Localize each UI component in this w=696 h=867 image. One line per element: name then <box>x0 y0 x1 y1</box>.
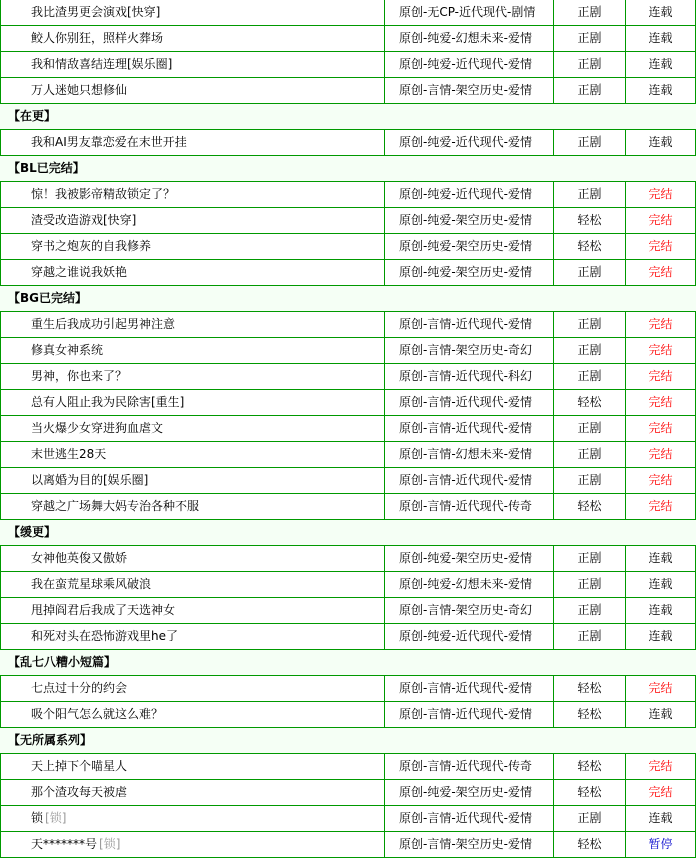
book-title-link[interactable]: 天*******号 <box>31 837 98 851</box>
section-header <box>0 520 696 546</box>
book-status: 完结 <box>625 234 696 259</box>
book-title-cell <box>0 598 384 623</box>
book-title-cell <box>0 416 384 441</box>
book-row <box>0 78 696 104</box>
book-title-link[interactable]: 穿越之谁说我妖艳 <box>31 265 128 279</box>
book-style: 正剧 <box>553 546 625 571</box>
book-title-link[interactable]: 男神，你也来了？ <box>31 369 128 383</box>
book-genre: 原创-言情-幻想未来-爱情 <box>384 442 553 467</box>
book-genre: 原创-言情-架空历史-奇幻 <box>384 598 553 623</box>
book-style: 正剧 <box>553 806 625 831</box>
book-genre: 原创-言情-近代现代-科幻 <box>384 364 553 389</box>
book-row <box>0 676 696 702</box>
section-label: 【在更】 <box>8 109 57 123</box>
book-row <box>0 364 696 390</box>
book-style: 正剧 <box>553 26 625 51</box>
book-status: 连载 <box>625 0 696 25</box>
section-header <box>0 728 696 754</box>
book-genre: 原创-纯爱-架空历史-爱情 <box>384 208 553 233</box>
section-header <box>0 156 696 182</box>
book-title-link[interactable]: 我比渣男更会演戏[快穿] <box>31 5 161 19</box>
book-row <box>0 780 696 806</box>
book-title-cell <box>0 234 384 259</box>
book-title-cell <box>0 806 384 831</box>
book-genre: 原创-言情-近代现代-爱情 <box>384 390 553 415</box>
book-title-link[interactable]: 穿越之广场舞大妈专治各种不服 <box>31 499 200 513</box>
book-style: 正剧 <box>553 52 625 77</box>
book-status: 连载 <box>625 572 696 597</box>
book-title-cell <box>0 572 384 597</box>
book-row <box>0 832 696 858</box>
book-style: 正剧 <box>553 78 625 103</box>
book-title-link[interactable]: 末世逃生28天 <box>31 447 107 461</box>
book-status: 完结 <box>625 442 696 467</box>
book-status: 完结 <box>625 754 696 779</box>
book-title-link[interactable]: 锁 <box>31 811 44 825</box>
book-status: 完结 <box>625 312 696 337</box>
book-title-cell <box>0 468 384 493</box>
book-style: 正剧 <box>553 338 625 363</box>
book-title-link[interactable]: 我和情敌喜结连理[娱乐圈] <box>31 57 173 71</box>
section-label: 【BL已完结】 <box>8 161 85 175</box>
book-row <box>0 702 696 728</box>
book-status: 完结 <box>625 416 696 441</box>
book-status: 完结 <box>625 780 696 805</box>
section-label: 【BG已完结】 <box>8 291 87 305</box>
book-title-cell <box>0 208 384 233</box>
book-title-link[interactable]: 当火爆少女穿进狗血虐文 <box>31 421 164 435</box>
book-row <box>0 0 696 26</box>
book-row <box>0 182 696 208</box>
book-status: 连载 <box>625 130 696 155</box>
book-title-cell <box>0 754 384 779</box>
book-status: 连载 <box>625 702 696 727</box>
book-style: 轻松 <box>553 832 625 857</box>
section-label: 【缓更】 <box>8 525 57 539</box>
book-title-link[interactable]: 重生后我成功引起男神注意 <box>31 317 176 331</box>
book-style: 正剧 <box>553 572 625 597</box>
book-title-link[interactable]: 鲛人你别狂，照样火葬场 <box>31 31 164 45</box>
book-title-link[interactable]: 那个渣攻每天被虐 <box>31 785 128 799</box>
book-title-link[interactable]: 我和AI男友靠恋爱在末世开挂 <box>31 135 187 149</box>
book-title-cell <box>0 676 384 701</box>
book-genre: 原创-纯爱-幻想未来-爱情 <box>384 26 553 51</box>
book-row <box>0 312 696 338</box>
book-title-cell <box>0 364 384 389</box>
book-style: 正剧 <box>553 182 625 207</box>
book-style: 正剧 <box>553 0 625 25</box>
lock-tag: [锁] <box>45 811 67 825</box>
book-title-cell <box>0 338 384 363</box>
book-status: 连载 <box>625 52 696 77</box>
book-row <box>0 208 696 234</box>
book-style: 正剧 <box>553 260 625 285</box>
book-row <box>0 624 696 650</box>
book-title-cell <box>0 780 384 805</box>
book-row <box>0 442 696 468</box>
book-title-link[interactable]: 以离婚为目的[娱乐圈] <box>31 473 149 487</box>
book-status: 完结 <box>625 338 696 363</box>
book-style: 正剧 <box>553 130 625 155</box>
book-title-link[interactable]: 七点过十分的约会 <box>31 681 128 695</box>
book-title-cell <box>0 0 384 25</box>
book-title-link[interactable]: 修真女神系统 <box>31 343 104 357</box>
book-genre: 原创-纯爱-近代现代-爱情 <box>384 130 553 155</box>
book-row <box>0 234 696 260</box>
book-title-cell <box>0 312 384 337</box>
book-title-link[interactable]: 惊！我被影帝精敌锁定了？ <box>31 187 176 201</box>
book-style: 轻松 <box>553 208 625 233</box>
book-row <box>0 468 696 494</box>
book-title-link[interactable]: 女神他英俊又傲娇 <box>31 551 128 565</box>
book-genre: 原创-言情-近代现代-传奇 <box>384 754 553 779</box>
book-status: 暂停 <box>625 832 696 857</box>
book-style: 正剧 <box>553 364 625 389</box>
book-genre: 原创-纯爱-近代现代-爱情 <box>384 182 553 207</box>
book-row <box>0 806 696 832</box>
book-style: 轻松 <box>553 390 625 415</box>
book-style: 轻松 <box>553 494 625 519</box>
book-status: 完结 <box>625 208 696 233</box>
book-genre: 原创-纯爱-架空历史-爱情 <box>384 234 553 259</box>
book-title-link[interactable]: 总有人阻止我为民除害[重生] <box>31 395 185 409</box>
book-genre: 原创-无CP-近代现代-剧情 <box>384 0 553 25</box>
book-title-cell <box>0 390 384 415</box>
book-genre: 原创-纯爱-架空历史-爱情 <box>384 780 553 805</box>
book-status: 完结 <box>625 468 696 493</box>
book-title-link[interactable]: 甩掉阎君后我成了天选神女 <box>31 603 176 617</box>
book-status: 完结 <box>625 494 696 519</box>
book-genre: 原创-言情-近代现代-爱情 <box>384 416 553 441</box>
book-status: 连载 <box>625 78 696 103</box>
book-genre: 原创-言情-架空历史-爱情 <box>384 78 553 103</box>
book-genre: 原创-言情-架空历史-爱情 <box>384 832 553 857</box>
section-header <box>0 286 696 312</box>
section-label: 【无所属系列】 <box>8 733 93 747</box>
book-title-cell <box>0 832 384 857</box>
book-genre: 原创-言情-近代现代-爱情 <box>384 312 553 337</box>
book-row <box>0 26 696 52</box>
book-style: 轻松 <box>553 702 625 727</box>
book-title-link[interactable]: 天上掉下个喵星人 <box>31 759 128 773</box>
book-row <box>0 52 696 78</box>
book-status: 完结 <box>625 260 696 285</box>
book-style: 正剧 <box>553 468 625 493</box>
book-status: 连载 <box>625 624 696 649</box>
book-status: 完结 <box>625 364 696 389</box>
book-genre: 原创-言情-近代现代-传奇 <box>384 494 553 519</box>
book-row <box>0 338 696 364</box>
book-title-link[interactable]: 穿书之炮灰的自我修养 <box>31 239 152 253</box>
book-genre: 原创-言情-近代现代-爱情 <box>384 702 553 727</box>
book-style: 轻松 <box>553 754 625 779</box>
book-style: 轻松 <box>553 234 625 259</box>
book-genre: 原创-纯爱-架空历史-爱情 <box>384 546 553 571</box>
book-status: 完结 <box>625 182 696 207</box>
book-title-cell <box>0 52 384 77</box>
section-header <box>0 650 696 676</box>
book-style: 正剧 <box>553 598 625 623</box>
book-title-link[interactable]: 吸个阳气怎么就这么难？ <box>31 707 164 721</box>
book-row <box>0 572 696 598</box>
book-title-cell <box>0 624 384 649</box>
book-style: 正剧 <box>553 312 625 337</box>
book-title-cell <box>0 260 384 285</box>
book-style: 正剧 <box>553 442 625 467</box>
book-title-link[interactable]: 我在蛮荒星球乘风破浪 <box>31 577 152 591</box>
book-row <box>0 130 696 156</box>
book-title-link[interactable]: 渣受改造游戏[快穿] <box>31 213 137 227</box>
section-label: 【乱七八糟小短篇】 <box>8 655 117 669</box>
book-status: 连载 <box>625 546 696 571</box>
book-row <box>0 260 696 286</box>
book-status: 完结 <box>625 676 696 701</box>
book-genre: 原创-言情-近代现代-爱情 <box>384 468 553 493</box>
book-status: 连载 <box>625 26 696 51</box>
book-row <box>0 390 696 416</box>
book-style: 轻松 <box>553 676 625 701</box>
book-genre: 原创-言情-近代现代-爱情 <box>384 676 553 701</box>
book-style: 正剧 <box>553 416 625 441</box>
book-row <box>0 598 696 624</box>
book-title-cell <box>0 546 384 571</box>
book-genre: 原创-纯爱-近代现代-爱情 <box>384 52 553 77</box>
book-title-link[interactable]: 万人迷她只想修仙 <box>31 83 128 97</box>
book-genre: 原创-纯爱-近代现代-爱情 <box>384 624 553 649</box>
book-title-cell <box>0 494 384 519</box>
book-title-cell <box>0 130 384 155</box>
book-genre: 原创-言情-近代现代-爱情 <box>384 806 553 831</box>
book-status: 连载 <box>625 598 696 623</box>
section-header <box>0 104 696 130</box>
book-style: 轻松 <box>553 780 625 805</box>
book-row <box>0 546 696 572</box>
book-genre: 原创-纯爱-幻想未来-爱情 <box>384 572 553 597</box>
book-status: 完结 <box>625 390 696 415</box>
book-title-link[interactable]: 和死对头在恐怖游戏里he了 <box>31 629 178 643</box>
book-title-cell <box>0 26 384 51</box>
book-row <box>0 416 696 442</box>
book-status: 连载 <box>625 806 696 831</box>
book-row <box>0 494 696 520</box>
book-title-cell <box>0 182 384 207</box>
book-title-cell <box>0 442 384 467</box>
lock-tag: [锁] <box>99 837 121 851</box>
book-genre: 原创-纯爱-架空历史-爱情 <box>384 260 553 285</box>
book-row <box>0 754 696 780</box>
book-title-cell <box>0 702 384 727</box>
book-genre: 原创-言情-架空历史-奇幻 <box>384 338 553 363</box>
book-style: 正剧 <box>553 624 625 649</box>
book-title-cell <box>0 78 384 103</box>
